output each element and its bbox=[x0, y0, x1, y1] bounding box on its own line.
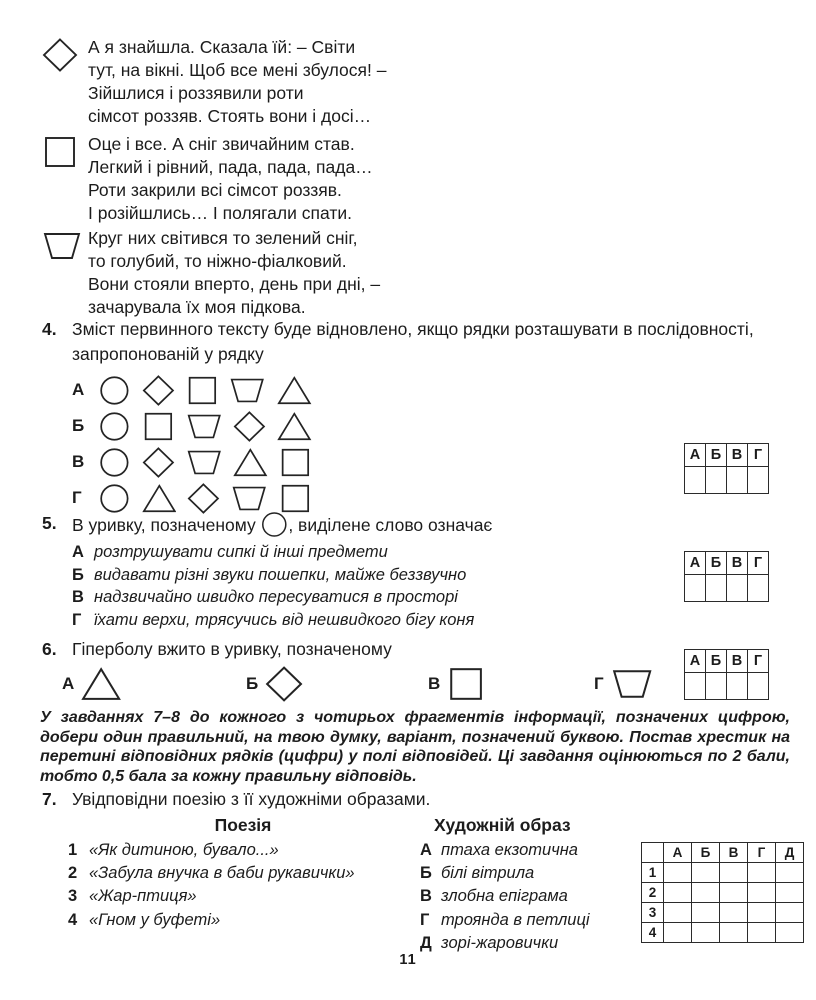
square-icon bbox=[186, 375, 219, 406]
option-letter: В bbox=[428, 674, 441, 693]
grid-header-cell: В bbox=[727, 552, 748, 575]
grid-header-cell: Г bbox=[748, 552, 769, 575]
poetry-item bbox=[68, 909, 418, 932]
option-text: їхати верхи, трясучись від нешвидкого бігу коня bbox=[94, 610, 475, 629]
answer-cell bbox=[706, 673, 727, 700]
option-letter: А bbox=[72, 543, 84, 561]
item-text: зорі-жаровички bbox=[441, 933, 559, 952]
circle-marker bbox=[256, 515, 289, 535]
answer-grid-table bbox=[684, 443, 769, 494]
answer-cell bbox=[664, 903, 692, 923]
poem-line: то голубий, то ніжно-фіалковий. bbox=[88, 251, 347, 271]
item-letter: А bbox=[420, 841, 432, 859]
image-column-header: Художній образ bbox=[434, 815, 571, 835]
q6-option bbox=[62, 666, 122, 702]
poem-fragment-3 bbox=[42, 227, 816, 319]
grid-header-cell: Д bbox=[776, 843, 804, 863]
square-icon bbox=[279, 483, 312, 514]
fragment-text bbox=[88, 36, 386, 128]
circle-icon bbox=[98, 483, 131, 514]
image-item bbox=[420, 885, 660, 908]
answer-grid-q7 bbox=[641, 842, 804, 943]
grid-header-cell: Б bbox=[706, 444, 727, 467]
answer-cell bbox=[692, 863, 720, 883]
option-text: розтрушувати сипкі й інші предмети bbox=[94, 543, 388, 561]
q5-option bbox=[72, 609, 816, 632]
option-letter: Г bbox=[594, 674, 604, 693]
diamond-icon bbox=[142, 375, 175, 406]
answer-cell bbox=[720, 923, 748, 943]
answer-cell bbox=[748, 903, 776, 923]
item-number: 3 bbox=[68, 887, 78, 906]
square-icon bbox=[42, 135, 78, 169]
grid-row-label: 3 bbox=[642, 903, 664, 923]
fragment-marker bbox=[42, 36, 88, 128]
item-text: злобна епіграма bbox=[441, 887, 568, 906]
answer-cell bbox=[706, 467, 727, 494]
item-letter: Б bbox=[420, 864, 432, 883]
grid-header-cell: Г bbox=[748, 650, 769, 673]
q6-option bbox=[594, 666, 653, 702]
answer-cell bbox=[692, 903, 720, 923]
grid-header-cell: Г bbox=[748, 444, 769, 467]
answer-cell bbox=[664, 883, 692, 903]
grid-row-label: 2 bbox=[642, 883, 664, 903]
item-number: 2 bbox=[68, 864, 78, 883]
trapezoid-icon bbox=[186, 411, 222, 442]
diamond-icon bbox=[265, 666, 303, 702]
image-item bbox=[420, 839, 660, 862]
poetry-item bbox=[68, 839, 418, 862]
trapezoid-icon bbox=[186, 447, 222, 478]
question-text bbox=[72, 511, 492, 538]
diamond-icon bbox=[42, 38, 78, 72]
grid-corner-cell bbox=[642, 843, 664, 863]
question-text: Гіперболу вжито в уривку, позначеному bbox=[72, 639, 392, 659]
page-number: 11 bbox=[399, 952, 417, 968]
q6-option bbox=[428, 666, 485, 702]
triangle-icon bbox=[277, 375, 312, 406]
grid-header-cell: А bbox=[664, 843, 692, 863]
grid-header-cell: А bbox=[685, 444, 706, 467]
item-text: білі вітрила bbox=[441, 864, 535, 883]
circle-icon bbox=[98, 411, 131, 442]
question-number: 7. bbox=[42, 789, 57, 809]
answer-cell bbox=[776, 923, 804, 943]
item-text: «Як дитиною, бувало...» bbox=[89, 841, 279, 859]
answer-cell bbox=[664, 923, 692, 943]
question-number: 5. bbox=[42, 513, 57, 533]
image-item bbox=[420, 909, 660, 932]
answer-cell bbox=[692, 883, 720, 903]
question-number: 4. bbox=[42, 319, 57, 339]
grid-header-cell: Б bbox=[692, 843, 720, 863]
answer-cell bbox=[748, 673, 769, 700]
item-letter: В bbox=[420, 887, 432, 906]
poem-line: зачарувала їх моя підкова. bbox=[88, 297, 306, 317]
item-text: троянда в петлиці bbox=[441, 910, 590, 929]
option-text: видавати різні звуки пошепки, майже беззвучно bbox=[94, 565, 467, 584]
poem-line: Зійшлися і роззявили роти bbox=[88, 83, 304, 103]
answer-cell bbox=[748, 923, 776, 943]
q6-option bbox=[246, 666, 303, 702]
poem-line: Роти закрили всі сімсот роззяв. bbox=[88, 180, 342, 200]
poem-line: І розійшлись… І полягали спати. bbox=[88, 203, 352, 223]
answer-cell bbox=[776, 883, 804, 903]
item-text: птаха екзотична bbox=[441, 841, 578, 859]
diamond-icon bbox=[187, 483, 220, 514]
q5-text-before: В уривку, позначеному bbox=[72, 515, 256, 535]
square-icon bbox=[447, 666, 485, 702]
poem-line: Вони стояли вперто, день при дні, – bbox=[88, 274, 381, 294]
grid-header-cell: А bbox=[685, 650, 706, 673]
option-letter: Б bbox=[72, 565, 84, 584]
item-number: 4 bbox=[68, 910, 78, 929]
option-letter: Г bbox=[72, 488, 82, 507]
answer-cell bbox=[685, 575, 706, 602]
answer-cell bbox=[720, 863, 748, 883]
trapezoid-icon bbox=[42, 229, 82, 263]
grid-row-label: 4 bbox=[642, 923, 664, 943]
fragment-marker bbox=[42, 227, 88, 319]
option-letter: Г bbox=[72, 610, 82, 629]
square-icon bbox=[142, 411, 175, 442]
answer-cell bbox=[692, 923, 720, 943]
answer-cell bbox=[748, 863, 776, 883]
poem-line: А я знайшла. Сказала їй: – Світи bbox=[88, 37, 356, 57]
answer-grid-table bbox=[684, 649, 769, 700]
answer-grid-q5 bbox=[684, 551, 769, 602]
answer-cell bbox=[720, 903, 748, 923]
answer-cell bbox=[720, 883, 748, 903]
answer-cell bbox=[685, 673, 706, 700]
fragment-marker bbox=[42, 133, 88, 225]
item-number: 1 bbox=[68, 841, 78, 859]
option-letter: Б bbox=[72, 416, 85, 435]
q4-option-row bbox=[72, 372, 816, 408]
poem-line: тут, на вікні. Щоб все мені збулося! – bbox=[88, 60, 387, 80]
answer-cell bbox=[748, 467, 769, 494]
poem-line: Легкий і рівний, пада, пада, пада… bbox=[88, 157, 373, 177]
grid-header-cell: В bbox=[727, 650, 748, 673]
answer-cell bbox=[776, 903, 804, 923]
poem-line: Круг них світився то зелений сніг, bbox=[88, 228, 358, 248]
option-letter: В bbox=[72, 588, 84, 606]
q4-option-row bbox=[72, 408, 816, 444]
option-letter: А bbox=[72, 380, 85, 399]
poetry-list bbox=[68, 839, 418, 955]
answer-cell bbox=[706, 575, 727, 602]
answer-grid-q6 bbox=[684, 649, 769, 700]
option-letter: В bbox=[72, 452, 85, 471]
grid-header-cell: В bbox=[727, 444, 748, 467]
grid-header-cell: Б bbox=[706, 650, 727, 673]
grid-header-cell: В bbox=[720, 843, 748, 863]
square-icon bbox=[279, 447, 312, 478]
image-list bbox=[418, 839, 660, 955]
fragment-text bbox=[88, 133, 373, 225]
circle-icon bbox=[98, 447, 131, 478]
triangle-icon bbox=[277, 411, 312, 442]
poem-line: Оце і все. А сніг звичайним став. bbox=[88, 134, 355, 154]
poem-fragment-1 bbox=[42, 36, 816, 128]
triangle-icon bbox=[233, 447, 268, 478]
answer-cell bbox=[748, 883, 776, 903]
poetry-item bbox=[68, 885, 418, 908]
poem-line: сімсот роззяв. Стоять вони і досі… bbox=[88, 106, 372, 126]
fragment-text bbox=[88, 227, 380, 319]
poetry-item bbox=[68, 862, 418, 885]
item-text: «Жар-птиця» bbox=[89, 887, 197, 906]
grid-header-cell: Г bbox=[748, 843, 776, 863]
answer-grid-table bbox=[641, 842, 804, 943]
answer-cell bbox=[776, 863, 804, 883]
trapezoid-icon bbox=[611, 666, 653, 702]
instruction-text: У завданнях 7–8 до кожного з чотирьох фрагментів інформації, позначених цифрою, добери один правильний, на твою думку, варіант, позначений буквою. Постав хрестик на перетині відповідних рядків (цифри) у полі відповідей. Ці завдання оцінюються по 2 бали, тобто 0,5 бала за кожну правильну відповідь. bbox=[40, 709, 790, 785]
option-letter: Б bbox=[246, 674, 259, 693]
question-text: Увідповідни поезію з її художніми образами. bbox=[72, 789, 431, 809]
item-text: «Забула внучка в баби рукавички» bbox=[89, 864, 355, 883]
item-letter: Д bbox=[420, 933, 432, 952]
poetry-column-header: Поезія bbox=[214, 815, 272, 835]
image-item bbox=[420, 862, 660, 885]
q5-text-after: , виділене слово означає bbox=[288, 515, 493, 535]
answer-cell bbox=[727, 673, 748, 700]
answer-cell bbox=[664, 863, 692, 883]
item-text: «Гном у буфеті» bbox=[89, 910, 221, 929]
trapezoid-icon bbox=[231, 483, 267, 514]
triangle-icon bbox=[142, 483, 177, 514]
question-text: Зміст первинного тексту буде відновлено, якщо рядки розташувати в послідовності, запропонованій у рядку bbox=[72, 319, 754, 364]
trapezoid-icon bbox=[229, 375, 265, 406]
circle-icon bbox=[260, 511, 289, 538]
answer-cell bbox=[685, 467, 706, 494]
diamond-icon bbox=[233, 411, 266, 442]
answer-cell bbox=[727, 575, 748, 602]
grid-header-cell: Б bbox=[706, 552, 727, 575]
poem-fragment-2 bbox=[42, 133, 816, 225]
grid-row-label: 1 bbox=[642, 863, 664, 883]
option-text: надзвичайно швидко пересуватися в просторі bbox=[94, 588, 458, 606]
item-letter: Г bbox=[420, 910, 430, 929]
option-letter: А bbox=[62, 674, 75, 693]
answer-grid-table bbox=[684, 551, 769, 602]
circle-icon bbox=[98, 375, 131, 406]
diamond-icon bbox=[142, 447, 175, 478]
answer-cell bbox=[748, 575, 769, 602]
grid-header-cell: А bbox=[685, 552, 706, 575]
answer-grid-q4 bbox=[684, 443, 769, 494]
question-number: 6. bbox=[42, 639, 57, 659]
triangle-icon bbox=[81, 666, 121, 702]
answer-cell bbox=[727, 467, 748, 494]
